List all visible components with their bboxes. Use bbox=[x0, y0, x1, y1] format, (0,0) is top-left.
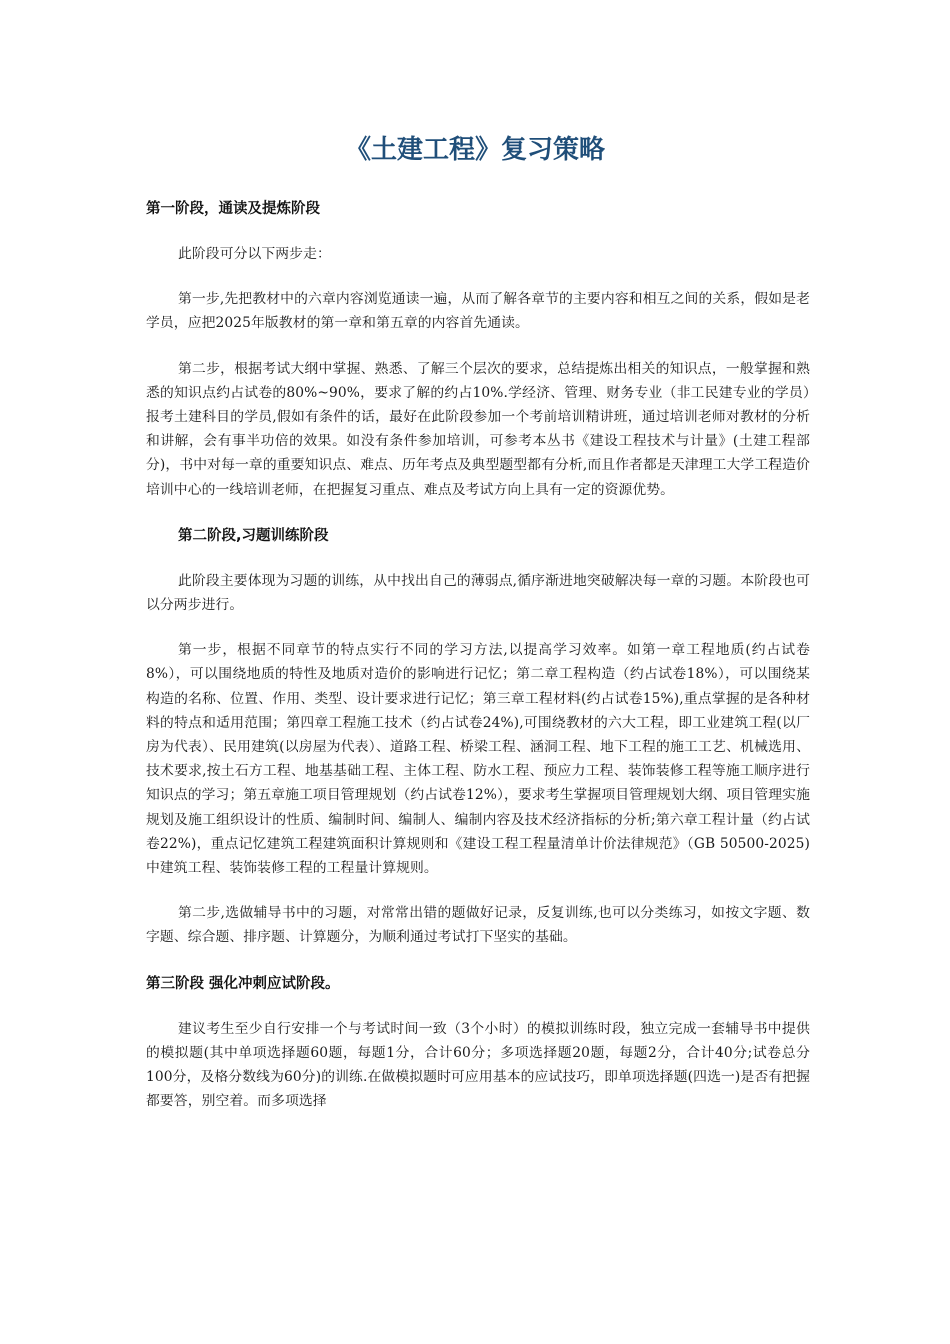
section-1-heading: 第一阶段，通读及提炼阶段 bbox=[146, 201, 320, 217]
section-2-paragraph-3: 第二步,选做辅导书中的习题，对常常出错的题做好记录，反复训练,也可以分类练习，如按文字题、数字题、综合题、排序题、计算题分，为顺利通过考试打下坚实的基础。 bbox=[146, 905, 810, 946]
section-1-paragraph-3: 第二步，根据考试大纲中掌握、熟悉、了解三个层次的要求，总结提炼出相关的知识点，一般掌握和熟悉的知识点约占试卷的80%~90%，要求了解的约占10%.学经济、管理、财务专业（非工民建专业的学员）报考土建科目的学员,假如有条件的话，最好在此阶段参加一个考前培训精讲班，通过培训老师对教材的分析和讲解，会有事半功倍的效果。如没有条件参加培训，可参考本丛书《建设工程技术与计量》(土建工程部分)，书中对每一章的重要知识点、难点、历年考点及典型题型都有分析,而且作者都是天津理工大学工程造价培训中心的一线培训老师，在把握复习重点、难点及考试方向上具有一定的资源优势。 bbox=[146, 360, 810, 498]
section-2-paragraph-2: 第一步，根据不同章节的特点实行不同的学习方法,以提高学习效率。如第一章工程地质(约占试卷8%），可以围绕地质的特性及地质对造价的影响进行记忆；第二章工程构造（约占试卷18%），可以围绕某构造的名称、位置、作用、类型、设计要求进行记忆；第三章工程材料(约占试卷15%),重点掌握的是各种材料的特点和适用范围；第四章工程施工技术（约占试卷24%),可围绕教材的六大工程，即工业建筑工程(以厂房为代表）、民用建筑(以房屋为代表）、道路工程、桥梁工程、涵洞工程、地下工程的施工工艺、机械选用、技术要求,按土石方工程、地基基础工程、主体工程、防水工程、预应力工程、装饰装修工程等施工顺序进行知识点的学习；第五章施工项目管理规划（约占试卷12%），要求考生掌握项目管理规划大纲、项目管理实施规划及施工组织设计的性质、编制时间、编制人、编制内容及技术经济指标的分析;第六章工程计量（约占试卷22%)，重点记忆建筑工程建筑面积计算规则和《建设工程工程量清单计价法律规范》（GB 50500-2025)中建筑工程、装饰装修工程的工程量计算规则。 bbox=[146, 642, 810, 877]
document-title: 《土建工程》复习策略 bbox=[344, 135, 605, 165]
document-body bbox=[146, 196, 810, 1113]
section-3-paragraph-1: 建议考生至少自行安排一个与考试时间一致（3个小时）的模拟训练时段，独立完成一套辅导书中提供的模拟题(其中单项选择题60题，每题1分，合计60分；多项选择题20题，每题2分，合计40分;试卷总分100分，及格分数线为60分)的训练.在做模拟题时可应用基本的应试技巧，即单项选择题(四选一)是否有把握都要答，别空着。而多项选择 bbox=[146, 1020, 810, 1110]
section-2-heading: 第二阶段,习题训练阶段 bbox=[178, 527, 329, 544]
section-3-heading: 第三阶段 强化冲刺应试阶段。 bbox=[146, 975, 340, 992]
section-2-paragraph-1: 此阶段主要体现为习题的训练，从中找出自己的薄弱点,循序渐进地突破解决每一章的习题。本阶段也可以分两步进行。 bbox=[146, 572, 810, 614]
section-1-paragraph-1: 此阶段可分以下两步走： bbox=[178, 246, 331, 262]
section-1-paragraph-2: 第一步,先把教材中的六章内容浏览通读一遍，从而了解各章节的主要内容和相互之间的关系，假如是老学员，应把2025年版教材的第一章和第五章的内容首先通读。 bbox=[146, 291, 810, 332]
